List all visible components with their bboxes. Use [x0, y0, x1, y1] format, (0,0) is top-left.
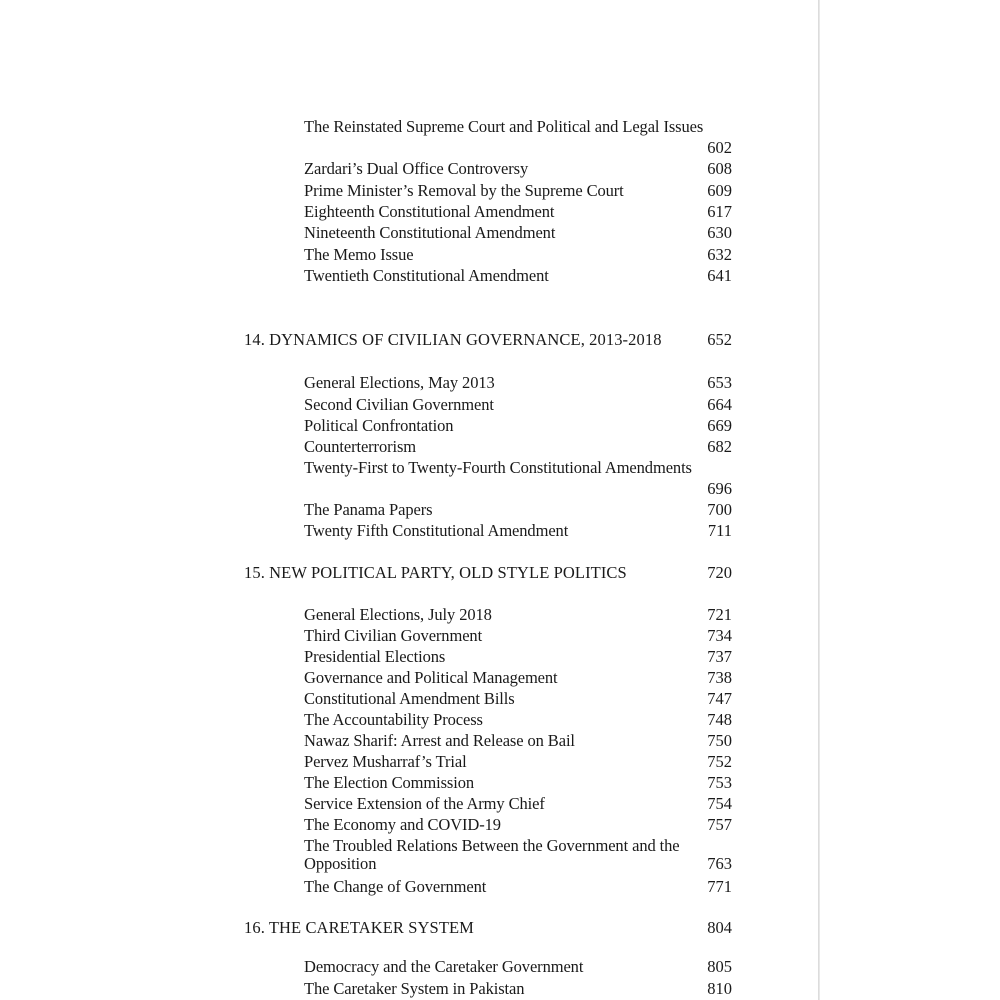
entry-page-number: 669 — [707, 416, 732, 435]
entry-title: The Accountability Process — [304, 710, 483, 729]
entry-page-number: 609 — [707, 181, 732, 200]
entry-page-number: 771 — [707, 877, 732, 896]
entry-title: The Caretaker System in Pakistan — [304, 979, 525, 998]
entry-title: Zardari’s Dual Office Controversy — [304, 159, 529, 178]
entry-title: The Reinstated Supreme Court and Political and Legal Issues — [304, 117, 704, 136]
entry-title: The Panama Papers — [304, 500, 433, 519]
entry-page-number: 632 — [707, 245, 732, 264]
entry-title: Service Extension of the Army Chief — [304, 794, 545, 813]
entry-title: The Troubled Relations Between the Government and the — [304, 836, 680, 855]
chapter-page-number: 804 — [707, 918, 732, 937]
entry-page-number: 738 — [707, 668, 732, 687]
entry-title: Governance and Political Management — [304, 668, 558, 687]
entry-page-number: 737 — [707, 647, 732, 666]
entry-page-number: 810 — [707, 979, 732, 998]
entry-page-number: 711 — [707, 521, 732, 540]
entry-page-number: 700 — [707, 500, 732, 519]
entry-title: Nawaz Sharif: Arrest and Release on Bail — [304, 731, 575, 750]
entry-title: Presidential Elections — [304, 647, 446, 666]
entry-title: General Elections, July 2018 — [304, 605, 492, 624]
entry-title: Eighteenth Constitutional Amendment — [304, 202, 555, 221]
entry-title-continued: Opposition — [304, 854, 377, 873]
entry-title: The Economy and COVID-19 — [304, 815, 501, 834]
entry-page-number: 664 — [707, 395, 732, 414]
entry-page-number: 748 — [707, 710, 732, 729]
entry-page-number: 750 — [707, 731, 732, 750]
entry-title: Counterterrorism — [304, 437, 417, 456]
entry-title: The Change of Government — [304, 877, 487, 896]
chapter-page-number: 652 — [707, 330, 732, 349]
entry-page-number: 696 — [707, 479, 732, 498]
entry-title: Second Civilian Government — [304, 395, 494, 414]
entry-page-number: 721 — [707, 605, 732, 624]
entry-page-number: 641 — [707, 266, 732, 285]
entry-page-number: 617 — [707, 202, 732, 221]
entry-title: Prime Minister’s Removal by the Supreme Court — [304, 181, 624, 200]
entry-title: Democracy and the Caretaker Government — [304, 957, 584, 976]
chapter-title: 16. THE CARETAKER SYSTEM — [244, 918, 474, 937]
entry-page-number: 752 — [707, 752, 732, 771]
entry-title: General Elections, May 2013 — [304, 373, 495, 392]
entry-title: Third Civilian Government — [304, 626, 483, 645]
entry-title: The Election Commission — [304, 773, 475, 792]
entry-title: Constitutional Amendment Bills — [304, 689, 515, 708]
page-edge-shadow — [818, 0, 820, 1000]
entry-page-number: 763 — [707, 854, 732, 873]
entry-title: The Memo Issue — [304, 245, 414, 264]
entry-page-number: 805 — [707, 957, 732, 976]
entry-title: Twenty-First to Twenty-Fourth Constitutional Amendments — [304, 458, 692, 477]
entry-page-number: 754 — [707, 794, 732, 813]
entry-title: Twentieth Constitutional Amendment — [304, 266, 549, 285]
chapter-page-number: 720 — [707, 563, 732, 582]
entry-title: Political Confrontation — [304, 416, 454, 435]
entry-page-number: 653 — [707, 373, 732, 392]
entry-page-number: 682 — [707, 437, 732, 456]
entry-title: Nineteenth Constitutional Amendment — [304, 223, 556, 242]
entry-title: Twenty Fifth Constitutional Amendment — [304, 521, 569, 540]
entry-page-number: 608 — [707, 159, 732, 178]
entry-page-number: 734 — [707, 626, 732, 645]
entry-page-number: 602 — [707, 138, 732, 157]
entry-page-number: 757 — [707, 815, 732, 834]
entry-page-number: 630 — [707, 223, 732, 242]
entry-title: Pervez Musharraf’s Trial — [304, 752, 467, 771]
entry-page-number: 753 — [707, 773, 732, 792]
chapter-title: 14. DYNAMICS OF CIVILIAN GOVERNANCE, 2013-2018 — [244, 330, 662, 349]
chapter-title: 15. NEW POLITICAL PARTY, OLD STYLE POLITICS — [244, 563, 627, 582]
entry-page-number: 747 — [707, 689, 732, 708]
